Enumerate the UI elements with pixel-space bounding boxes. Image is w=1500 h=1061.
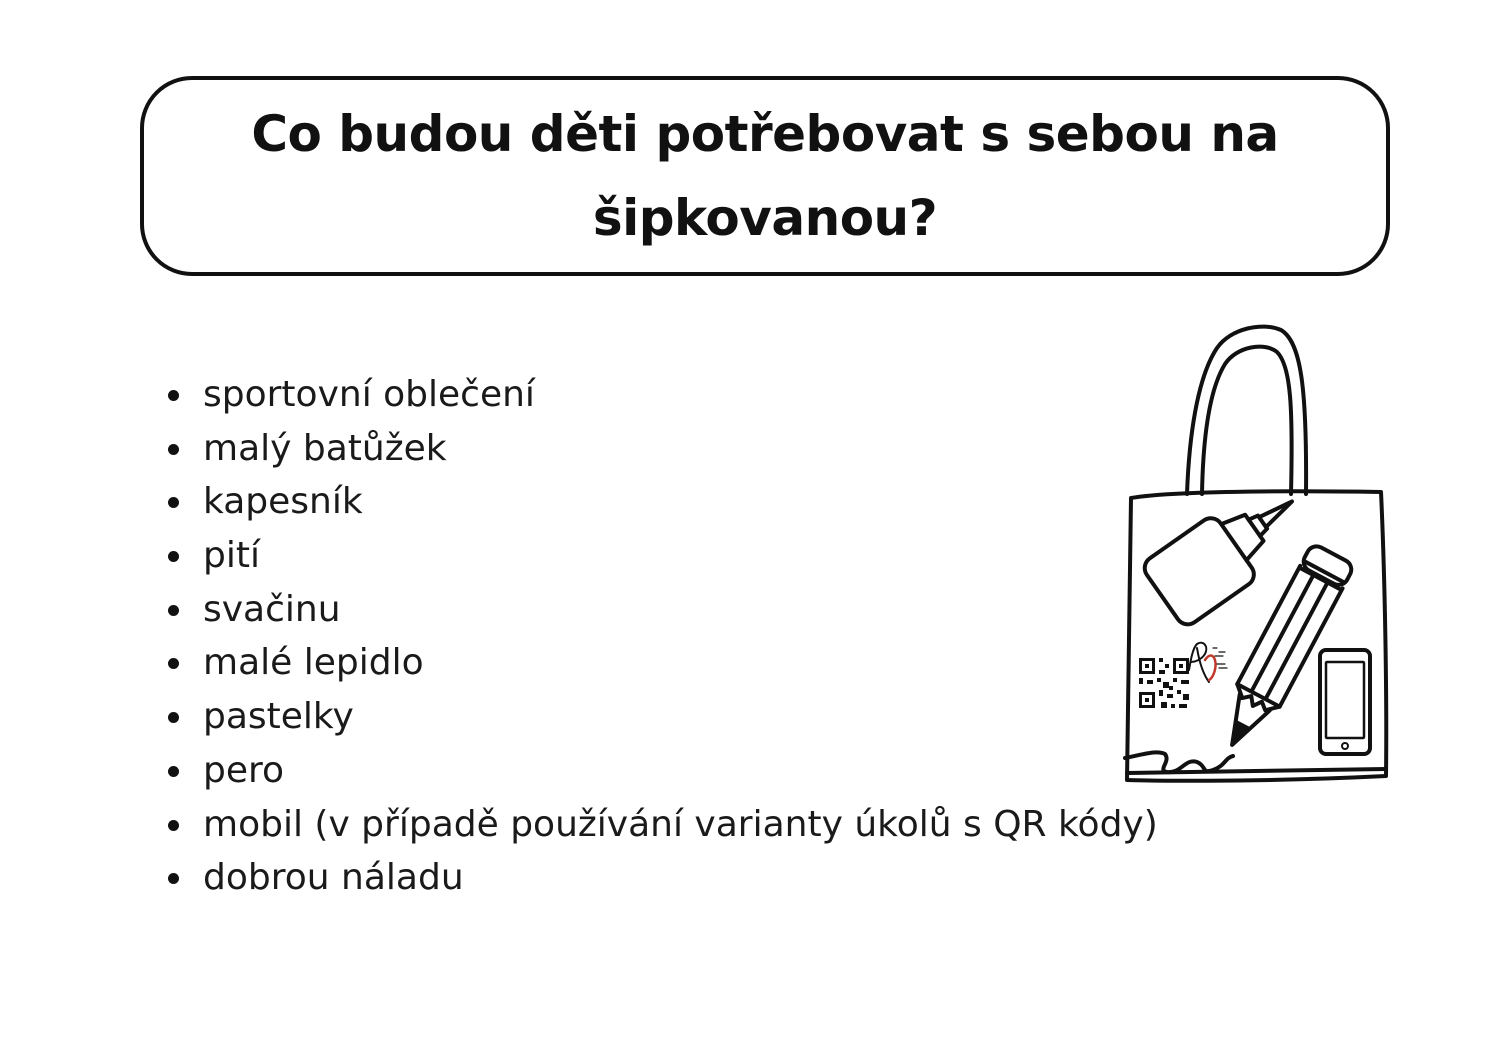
packing-list — [160, 368, 1160, 905]
list-item: kapesník — [160, 475, 1160, 529]
list-item: malý batůžek — [160, 422, 1160, 476]
list-item: mobil (v případě používání varianty úkolů s QR kódy) — [160, 798, 1160, 852]
list-item: svačinu — [160, 583, 1160, 637]
list-item: pero — [160, 744, 1160, 798]
tote-bag-illustration — [1105, 318, 1405, 793]
qr-code-icon — [1139, 658, 1189, 708]
smartphone-icon — [1320, 650, 1370, 754]
tote-bag-icon — [1105, 318, 1405, 793]
list-item: pití — [160, 529, 1160, 583]
list-item: malé lepidlo — [160, 636, 1160, 690]
list-item: sportovní oblečení — [160, 368, 1160, 422]
page-title: Co budou děti potřebovat s sebou na šipkovanou? — [251, 105, 1279, 247]
signature-logo — [1189, 643, 1227, 682]
title-box — [140, 76, 1390, 276]
list-item: pastelky — [160, 690, 1160, 744]
list-item: dobrou náladu — [160, 851, 1160, 905]
